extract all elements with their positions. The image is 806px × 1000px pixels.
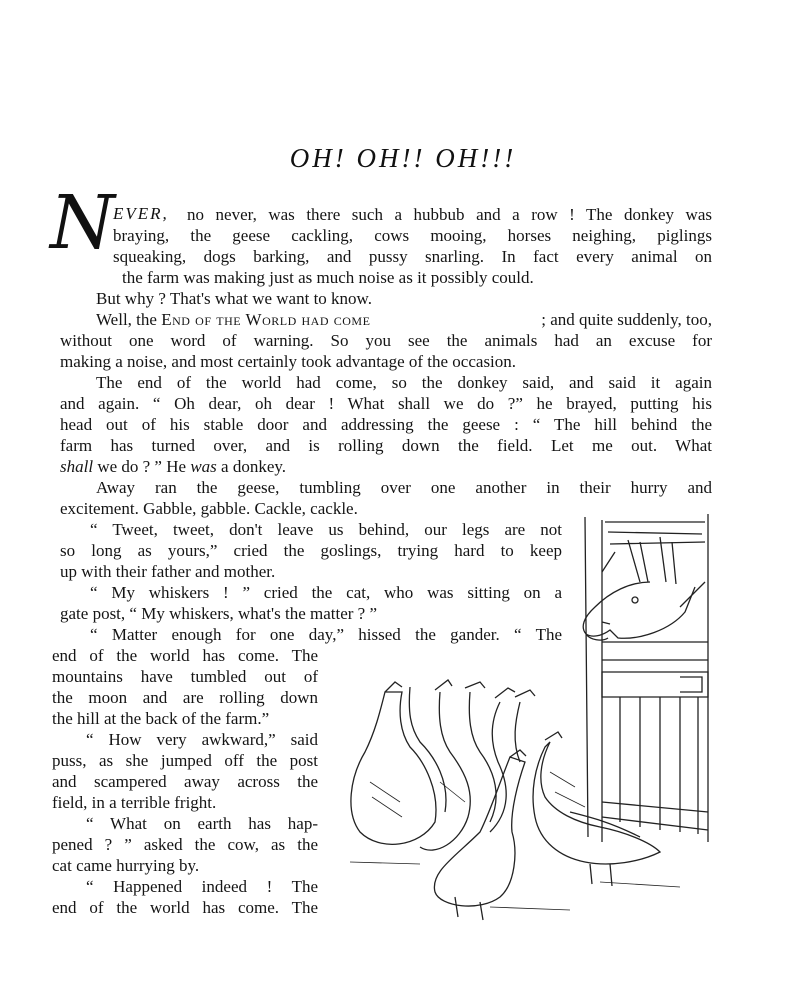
emphasis-italic: was [190, 457, 217, 476]
text-line: the farm was making just as much noise as it possibly could. [122, 268, 534, 287]
text-line: braying, the geese cackling, cows mooing, horses neighing, piglings [113, 226, 712, 245]
text-line: Away ran the geese, tumbling over one another in their hurry and [96, 478, 712, 497]
text-line [60, 457, 286, 477]
text-line: and again. “ Oh dear, oh dear ! What shall we do ?” he brayed, putting his [60, 394, 712, 413]
text-line: no never, was there such a hubbub and a row ! The donkey was [187, 205, 712, 224]
text-line: and scampered away across the [52, 772, 318, 791]
text-line: mountains have tumbled out of [52, 667, 318, 686]
text-line: excitement. Gabble, gabble. Cackle, cackle. [60, 499, 358, 518]
text-fragment: Well, the [96, 310, 157, 329]
page-title: OH! OH!! OH!!! [289, 143, 517, 173]
text-line: gate post, “ My whiskers, what's the matter ? ” [60, 604, 378, 623]
text-fragment: a donkey. [221, 457, 287, 476]
text-line: squeaking, dogs barking, and pussy snarling. In fact every animal on [113, 247, 712, 266]
text-line: making a noise, and most certainly took advantage of the occasion. [60, 352, 517, 371]
text-line: the moon and are rolling down [52, 688, 318, 707]
text-line: cat came hurrying by. [52, 856, 200, 875]
text-line: end of the world has come. The [52, 646, 318, 665]
emphasis-italic: shall [60, 457, 94, 476]
text-line: so long as yours,” cried the goslings, trying hard to keep [60, 541, 562, 560]
emphasis-small-caps: End of the World had come [161, 310, 371, 329]
drop-cap: N [50, 180, 115, 266]
text-line: head out of his stable door and addressing the geese : “ The hill behind the [60, 415, 712, 434]
text-line: farm has turned over, and is rolling down the field. Let me out. What [60, 436, 712, 455]
text-line: “ Matter enough for one day,” hissed the gander. “ The [90, 625, 562, 644]
text-line: The end of the world had come, so the donkey said, and said it again [96, 373, 712, 392]
text-fragment: ; and quite suddenly, too, [541, 310, 712, 329]
text-line: “ How very awkward,” said [86, 730, 318, 749]
text-line: field, in a terrible fright. [52, 793, 217, 812]
text-line: “ Tweet, tweet, don't leave us behind, our legs are not [90, 520, 562, 539]
donkey-geese-illustration [340, 512, 712, 922]
text-line: the hill at the back of the farm.” [52, 709, 270, 728]
first-word: EVER, [113, 204, 169, 223]
text-line: pened ? ” asked the cow, as the [52, 835, 318, 854]
text-line [96, 310, 712, 330]
text-fragment: we do ? ” He [97, 457, 187, 476]
text-line: up with their father and mother. [60, 562, 276, 581]
text-line: puss, as she jumped off the post [52, 751, 318, 770]
text-line: without one word of warning. So you see the animals had an excuse for [60, 331, 712, 350]
text-line: end of the world has come. The [52, 898, 318, 917]
text-line: “ Happened indeed ! The [86, 877, 318, 896]
text-line: “ My whiskers ! ” cried the cat, who was sitting on a [90, 583, 562, 602]
text-line: But why ? That's what we want to know. [96, 289, 372, 308]
text-line: “ What on earth has hap- [86, 814, 318, 833]
